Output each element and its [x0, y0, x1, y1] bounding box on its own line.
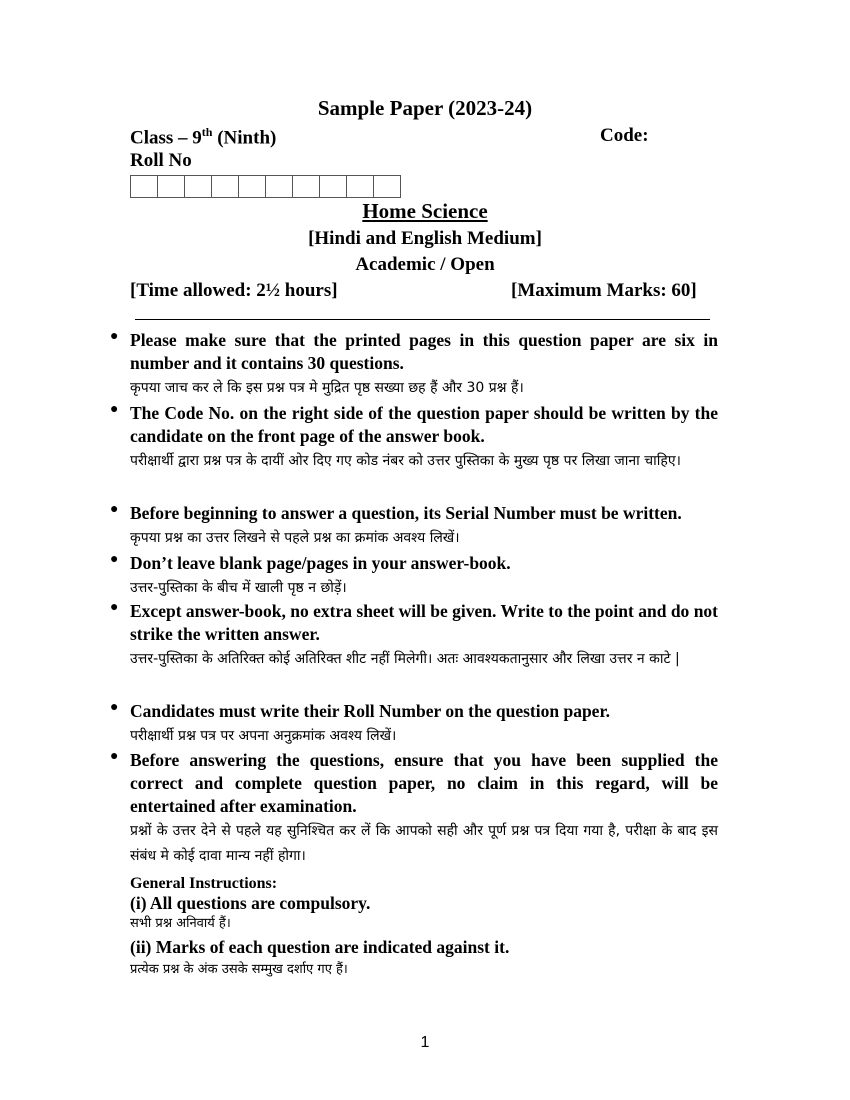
bullet-icon: ● [110, 402, 119, 417]
page-number: 1 [420, 1034, 430, 1051]
code-label: Code: [600, 125, 649, 146]
general-item-en: (ii) Marks of each question are indicated against it. [130, 937, 510, 957]
roll-box[interactable] [347, 176, 374, 197]
class-sup: th [201, 125, 213, 139]
general-item-en: (i) All questions are compulsory. [130, 893, 371, 913]
time-allowed: [Time allowed: 2½ hours] [130, 280, 338, 301]
class-label [130, 125, 276, 149]
roll-box[interactable] [374, 176, 400, 197]
instruction-en: Before beginning to answer a question, its Serial Number must be written. [130, 503, 682, 523]
max-marks: [Maximum Marks: 60] [511, 280, 697, 301]
paper-title: Sample Paper (2023-24) [317, 96, 533, 120]
instruction-hi: उत्तर-पुस्तिका के बीच में खाली पृष्ठ न छोड़ें। [130, 580, 347, 596]
bullet-icon: ● [110, 552, 119, 567]
instruction-hi: कृपया जाच कर ले कि इस प्रश्न पत्र मे मुद्रित पृष्ठ सख्या छह हैं और 30 प्रश्न हैं। [130, 380, 524, 396]
instruction-en: Please make sure that the printed pages in this question paper are six in number and it contains 30 questions. [130, 330, 718, 373]
class-suffix: (Ninth) [212, 127, 277, 149]
bullet-icon: ● [110, 600, 119, 615]
instruction-item [110, 749, 718, 869]
medium-label: [Hindi and English Medium] [308, 228, 542, 249]
divider [135, 319, 710, 320]
instruction-item [110, 600, 718, 672]
general-item-hi: सभी प्रश्न अनिवार्य हैं। [130, 916, 231, 931]
roll-box[interactable] [212, 176, 239, 197]
instruction-item [110, 329, 718, 401]
roll-box[interactable] [131, 176, 158, 197]
roll-box[interactable] [293, 176, 320, 197]
bullet-icon: ● [110, 329, 119, 344]
roll-box[interactable] [266, 176, 293, 197]
instruction-hi: प्रश्नों के उत्तर देने से पहले यह सुनिश्चित कर लें कि आपको सही और पूर्ण प्रश्न पत्र दिया गया है, परीक्षा के बाद इस संबंध मे कोई दावा मान्य नहीं होगा। [130, 823, 718, 864]
roll-label: Roll No [130, 150, 192, 171]
general-heading: General Instructions: [130, 875, 278, 892]
instruction-item [110, 552, 718, 601]
stream-label: Academic / Open [355, 254, 495, 275]
instruction-hi: कृपया प्रश्न का उत्तर लिखने से पहले प्रश्न का क्रमांक अवश्य लिखें। [130, 530, 460, 546]
instruction-en: Before answering the questions, ensure that you have been supplied the correct and complete question paper, no claim in this regard, will be entertained after examination. [130, 750, 718, 816]
instruction-hi: परीक्षार्थी द्वारा प्रश्न पत्र के दायीं ओर दिए गए कोड नंबर को उत्तर पुस्तिका के मुख्य पृष्ठ पर लिखा जाना चाहिए। [130, 453, 681, 469]
roll-box[interactable] [185, 176, 212, 197]
instruction-en: Except answer-book, no extra sheet will be given. Write to the point and do not strike the written answer. [130, 601, 718, 644]
instruction-item [110, 700, 718, 749]
instruction-hi: उत्तर-पुस्तिका के अतिरिक्त कोई अतिरिक्त शीट नहीं मिलेगी। अतः आवश्यकतानुसार और लिखा उत्तर न काटे | [130, 651, 680, 667]
bullet-icon: ● [110, 749, 119, 764]
subject-title: Home Science [362, 199, 488, 223]
instruction-en: Don’t leave blank page/pages in your answer-book. [130, 553, 511, 573]
roll-number-boxes[interactable] [130, 175, 401, 198]
class-prefix: Class – 9 [130, 127, 202, 149]
roll-box[interactable] [158, 176, 185, 197]
instruction-en: Candidates must write their Roll Number on the question paper. [130, 701, 610, 721]
instruction-en: The Code No. on the right side of the question paper should be written by the candidate on the front page of the answer book. [130, 403, 718, 446]
roll-box[interactable] [239, 176, 266, 197]
instruction-item [110, 402, 718, 474]
roll-box[interactable] [320, 176, 347, 197]
bullet-icon: ● [110, 700, 119, 715]
instruction-item [110, 502, 718, 551]
bullet-icon: ● [110, 502, 119, 517]
instruction-hi: परीक्षार्थी प्रश्न पत्र पर अपना अनुक्रमांक अवश्य लिखें। [130, 728, 397, 744]
general-item-hi: प्रत्येक प्रश्न के अंक उसके सम्मुख दर्शाए गए हैं। [130, 962, 348, 977]
